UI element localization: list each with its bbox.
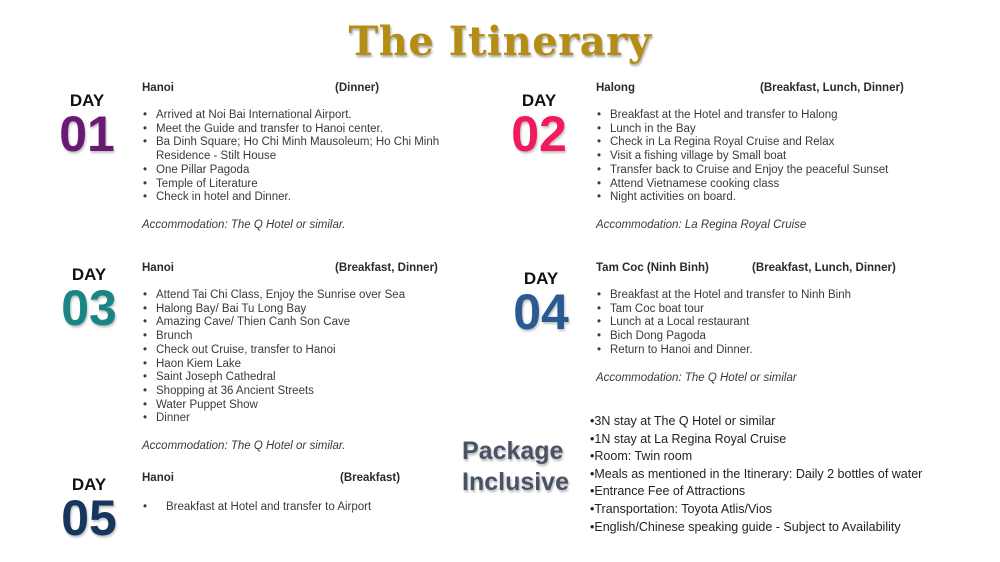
list-item: • Breakfast at Hotel and transfer to Airport — [142, 501, 462, 515]
day-number: 05 — [61, 490, 117, 546]
page-title: The Itinerary — [348, 18, 652, 65]
list-item: • Meals as mentioned in the Itinerary: Daily 2 bottles of water — [590, 466, 922, 484]
day-city: Hanoi — [142, 472, 174, 484]
package-list — [590, 413, 922, 536]
list-item: • Lunch at a Local restaurant — [596, 316, 926, 330]
list-item: • Haon Kiem Lake — [142, 358, 462, 372]
list-item: • Transportation: Toyota Atlis/Vios — [590, 501, 922, 519]
day-label: DAY — [521, 91, 557, 110]
list-item: • English/Chinese speaking guide - Subject to Availability — [590, 519, 922, 537]
list-item: • Arrived at Noi Bai International Airport. — [142, 109, 462, 123]
day-meals: (Breakfast) — [340, 472, 401, 484]
day-city: Tam Coc (Ninh Binh) — [596, 262, 709, 274]
list-item: • Meet the Guide and transfer to Hanoi center. — [142, 123, 462, 137]
day-label: DAY — [71, 475, 107, 494]
day-05-details — [142, 472, 462, 515]
list-item: • Return to Hanoi and Dinner. — [596, 344, 926, 358]
day-01-details — [142, 82, 462, 233]
list-item: • Transfer back to Cruise and Enjoy the peaceful Sunset — [596, 164, 926, 178]
list-item: • Entrance Fee of Attractions — [590, 483, 922, 501]
list-item: • Check in hotel and Dinner. — [142, 191, 462, 205]
package-title — [462, 436, 577, 498]
list-item: • Brunch — [142, 330, 462, 344]
day-meals: (Breakfast, Dinner) — [335, 262, 438, 274]
list-item: • Halong Bay/ Bai Tu Long Bay — [142, 303, 462, 317]
accommodation-note: Accommodation: The Q Hotel or similar — [596, 371, 797, 384]
day-05-badge — [50, 475, 128, 546]
list-item: • 3N stay at The Q Hotel or similar — [590, 413, 922, 431]
day-city: Hanoi — [142, 262, 174, 274]
list-item: • Temple of Literature — [142, 178, 462, 192]
list-item: • Water Puppet Show — [142, 399, 462, 413]
day-label: DAY — [69, 91, 105, 110]
day-meals: (Dinner) — [335, 82, 380, 94]
day-03-details — [142, 262, 462, 454]
day-03-badge — [50, 265, 128, 336]
day-number: 02 — [511, 106, 567, 162]
list-item: • Attend Tai Chi Class, Enjoy the Sunrise over Sea — [142, 289, 462, 303]
list-item: • Lunch in the Bay — [596, 123, 926, 137]
list-item: • Check out Cruise, transfer to Hanoi — [142, 344, 462, 358]
accommodation-note: Accommodation: La Regina Royal Cruise — [596, 218, 807, 231]
day-04-badge — [502, 269, 580, 340]
list-item: • Bich Dong Pagoda — [596, 330, 926, 344]
list-item: • Saint Joseph Cathedral — [142, 371, 462, 385]
list-item: • One Pillar Pagoda — [142, 164, 462, 178]
day-city: Halong — [596, 82, 635, 94]
list-item: • Visit a fishing village by Small boat — [596, 150, 926, 164]
day-number: 04 — [513, 284, 569, 340]
day-number: 03 — [61, 280, 117, 336]
day-number: 01 — [59, 106, 115, 162]
day-label: DAY — [71, 265, 107, 284]
day-meals: (Breakfast, Lunch, Dinner) — [760, 82, 904, 94]
day-city: Hanoi — [142, 82, 174, 94]
list-item: • Dinner — [142, 412, 462, 426]
accommodation-note: Accommodation: The Q Hotel or similar. — [142, 218, 346, 231]
package-title-line1: Package — [462, 437, 564, 465]
day-01-badge — [50, 91, 124, 162]
list-item: • Shopping at 36 Ancient Streets — [142, 385, 462, 399]
list-item: • Breakfast at the Hotel and transfer to Halong — [596, 109, 926, 123]
list-item: • Attend Vietnamese cooking class — [596, 178, 926, 192]
list-item: • Ba Dinh Square; Ho Chi Minh Mausoleum; Ho Chi Minh Residence - Stilt House — [142, 136, 462, 163]
day-02-badge — [500, 91, 578, 162]
list-item: • Check in La Regina Royal Cruise and Relax — [596, 136, 926, 150]
day-label: DAY — [523, 269, 559, 288]
list-item: • 1N stay at La Regina Royal Cruise — [590, 431, 922, 449]
list-item: • Tam Coc boat tour — [596, 303, 926, 317]
list-item: • Night activities on board. — [596, 191, 926, 205]
list-item: • Amazing Cave/ Thien Canh Son Cave — [142, 316, 462, 330]
day-02-details — [596, 82, 926, 233]
list-item: • Breakfast at the Hotel and transfer to Ninh Binh — [596, 289, 926, 303]
package-title-line2: Inclusive — [462, 468, 569, 496]
list-item: • Room: Twin room — [590, 448, 922, 466]
accommodation-note: Accommodation: The Q Hotel or similar. — [142, 440, 346, 453]
day-meals: (Breakfast, Lunch, Dinner) — [752, 262, 896, 274]
day-04-details — [596, 262, 926, 385]
